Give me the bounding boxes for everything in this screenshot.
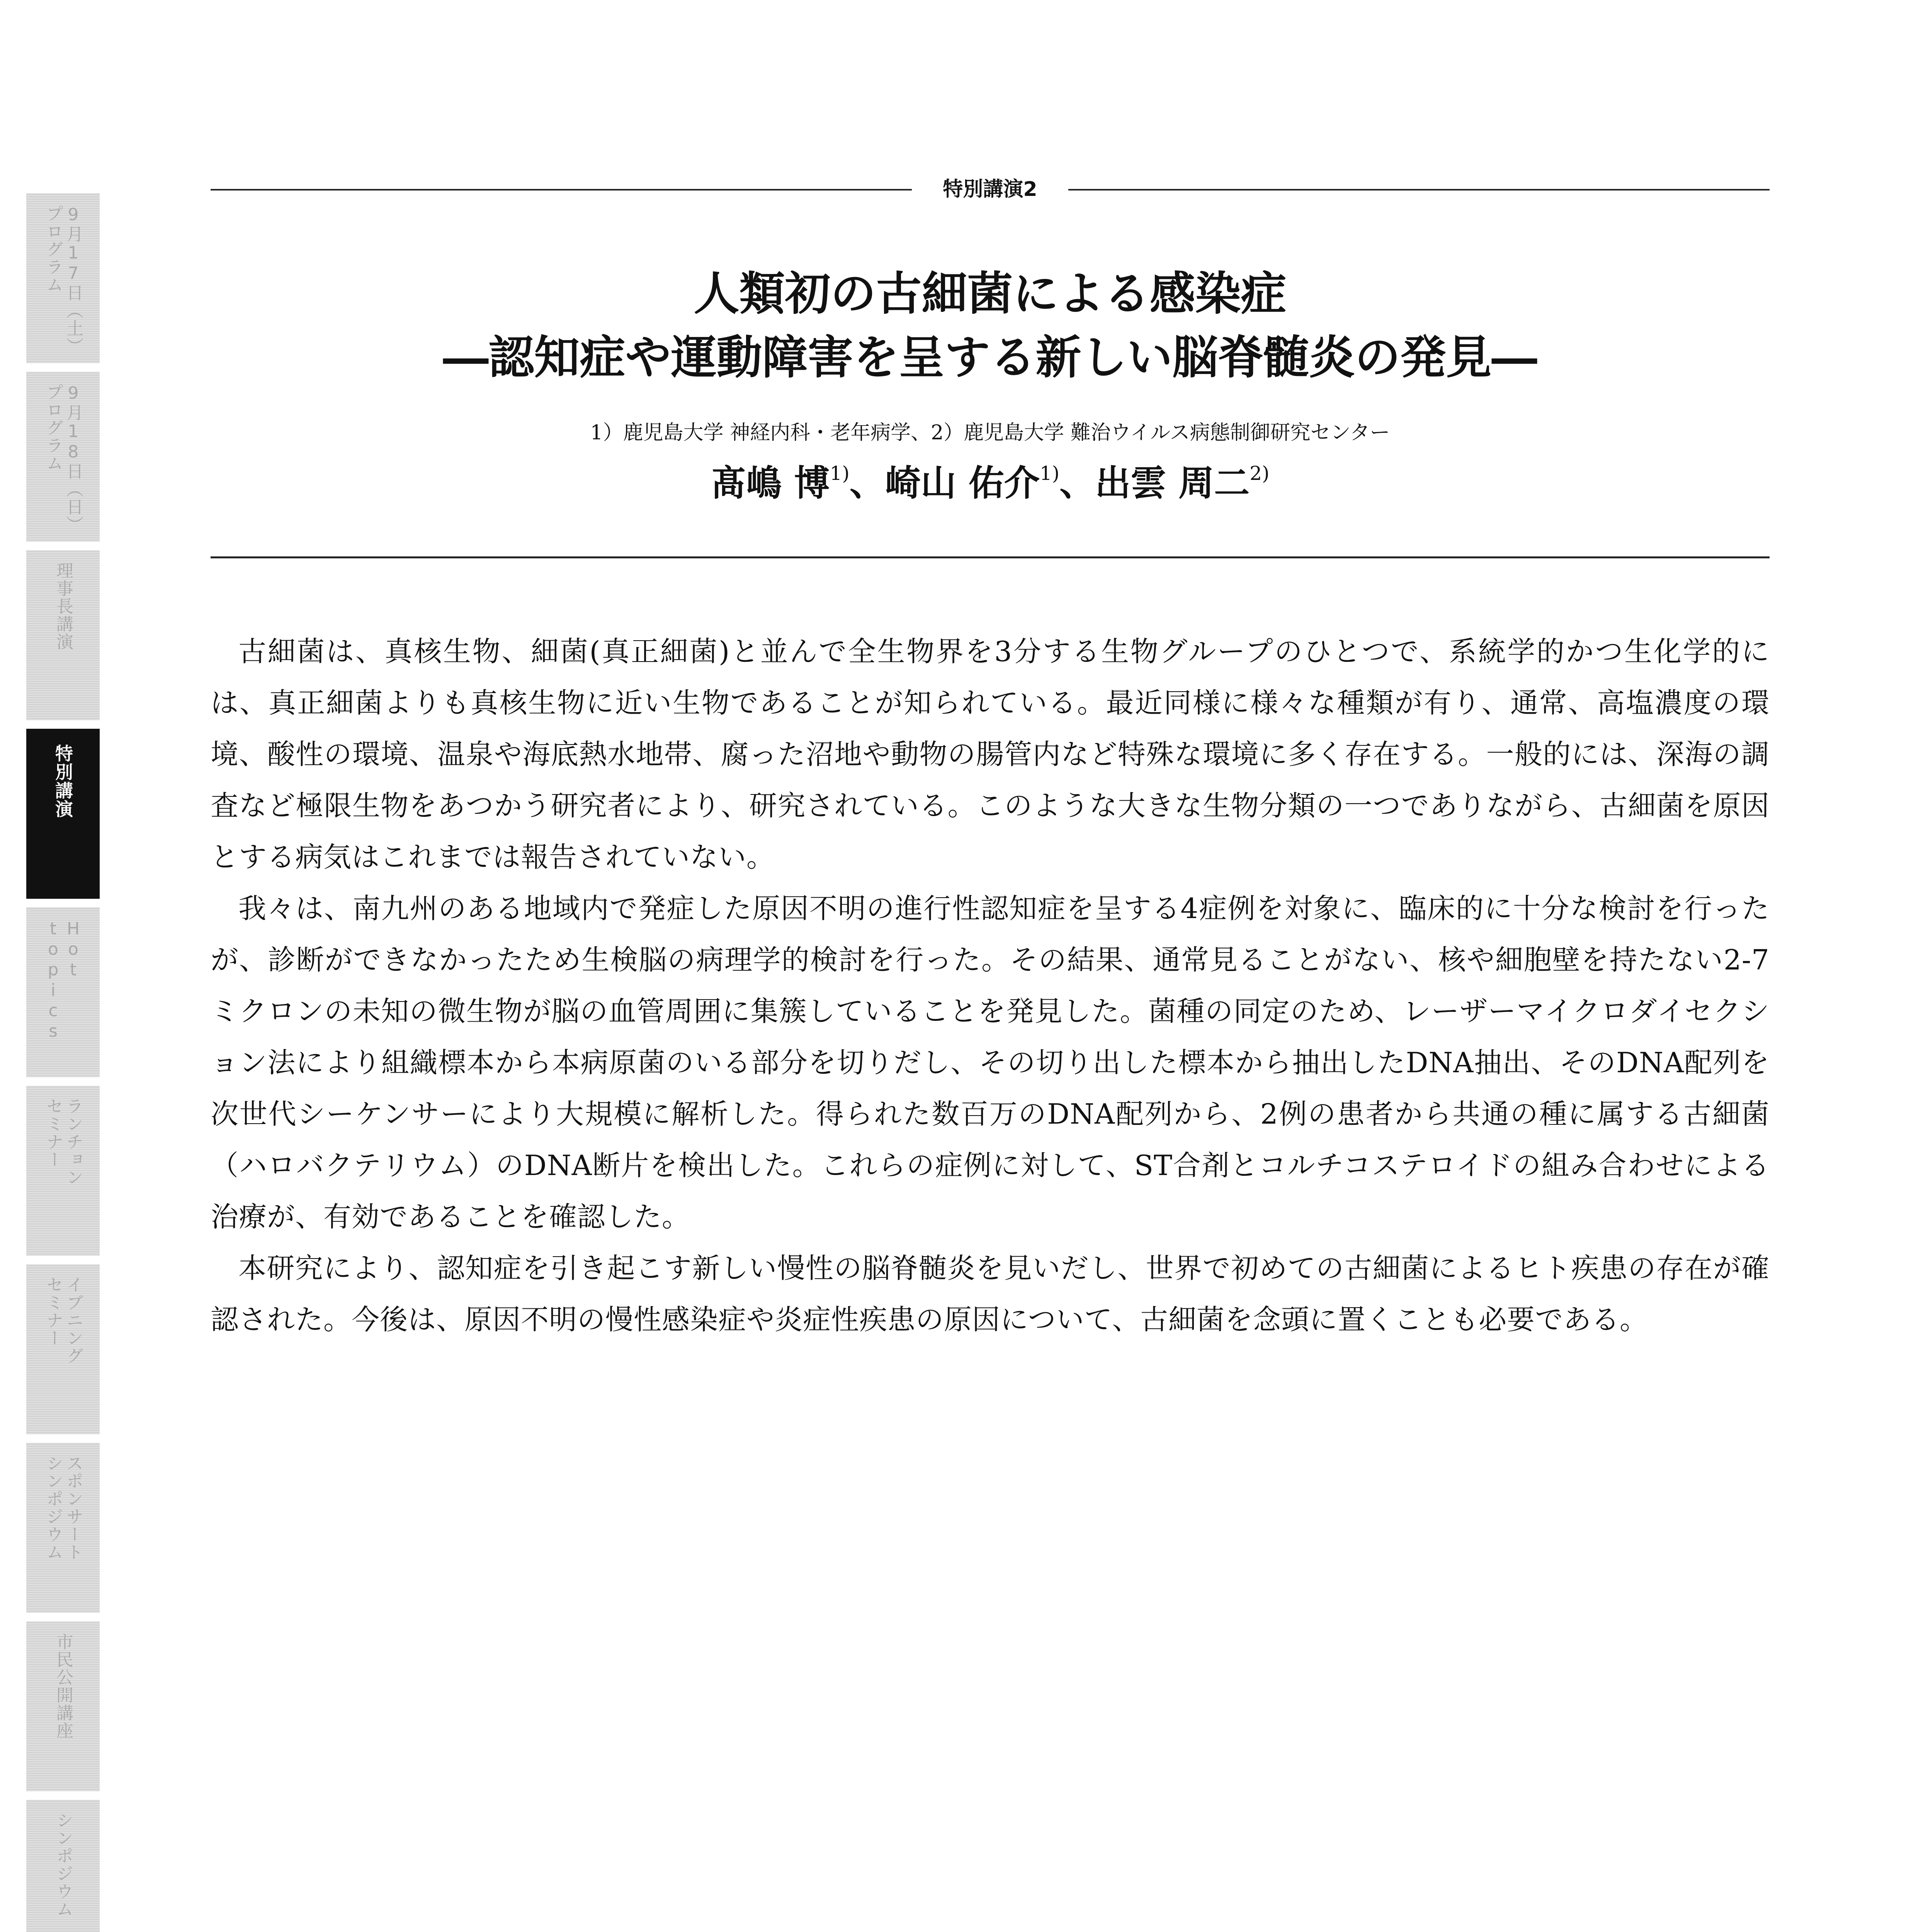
section-label: 特別講演2 xyxy=(943,178,1037,201)
author-separator: 、 xyxy=(849,462,885,504)
side-tab xyxy=(26,1443,100,1613)
side-tab-label: 特別講演 xyxy=(53,744,73,818)
abstract-body xyxy=(211,626,1770,1345)
author-name: 髙嶋 博 xyxy=(711,462,830,504)
side-tab-label: 9月18日（日） プログラム xyxy=(43,383,83,534)
author-name: 崎山 佑介 xyxy=(885,462,1040,504)
author-separator: 、 xyxy=(1059,462,1095,504)
side-tab-label: イブニング セミナー xyxy=(43,1276,83,1365)
side-tab xyxy=(26,729,100,899)
side-tab-label: 9月17日（土） プログラム xyxy=(43,205,83,355)
side-tab-label: シンポジウム xyxy=(53,1811,73,1918)
title-divider xyxy=(211,556,1770,558)
side-tab xyxy=(26,1086,100,1256)
author-affiliation-mark: 1) xyxy=(830,462,850,485)
side-tab-label: スポンサート シンポジウム xyxy=(43,1454,83,1561)
side-tab xyxy=(26,1264,100,1434)
affiliations: 1）鹿児島大学 神経内科・老年病学、2）鹿児島大学 難治ウイルス病態制御研究センター xyxy=(590,421,1390,444)
side-tab-label: 市民公開講座 xyxy=(53,1633,73,1740)
side-tab xyxy=(26,550,100,720)
title-line-2: ―認知症や運動障害を呈する新しい脳脊髄炎の発見― xyxy=(443,330,1537,384)
paragraph: 我々は、南九州のある地域内で発症した原因不明の進行性認知症を呈する4症例を対象に、臨床的に十分な検討を行ったが、診断ができなかったため生検脳の病理学的検討を行った。その結果、通常見ることがない、核や細胞壁を持たない2-7ミクロンの未知の微生物が脳の血管周囲に集簇していることを発見した。菌種の同定のため、レーザーマイクロダイセクション法により組織標本から本病原菌のいる部分を切りだし、その切り出した標本から抽出したDNA抽出、そのDNA配列を次世代シーケンサーにより大規模に解析した。得られた数百万のDNA配列から、2例の患者から共通の種に属する古細菌（ハロバクテリウム）のDNA断片を検出した。これらの症例に対して、ST合剤とコルチコステロイドの組み合わせによる治療が、有効であることを確認した。 xyxy=(211,892,1770,1233)
authors xyxy=(211,460,1770,506)
author-affiliation-mark: 2) xyxy=(1250,462,1270,485)
side-index-tabs xyxy=(26,193,100,1932)
paragraph: 古細菌は、真核生物、細菌(真正細菌)と並んで全生物界を3分する生物グループのひとつで、系統学的かつ生化学的には、真正細菌よりも真核生物に近い生物であることが知られている。最近同様に様々な種類が有り、通常、高塩濃度の環境、酸性の環境、温泉や海底熱水地帯、腐った沼地や動物の腸管内など特殊な環境に多く存在する。一般的には、深海の調査など極限生物をあつかう研究者により、研究されている。このような大きな生物分類の一つでありながら、古細菌を原因とする病気はこれまでは報告されていない。 xyxy=(211,635,1770,873)
side-tab-label: ランチョン セミナー xyxy=(43,1097,83,1186)
side-tab xyxy=(26,907,100,1077)
side-tab xyxy=(26,372,100,542)
header-rule-right xyxy=(1068,189,1770,190)
author-affiliation-mark: 1) xyxy=(1039,462,1060,485)
title-line-1: 人類初の古細菌による感染症 xyxy=(694,267,1287,320)
section-header xyxy=(211,178,1770,201)
side-tab xyxy=(26,1800,100,1932)
side-tab-label: 理事長講演 xyxy=(53,562,73,651)
paragraph: 本研究により、認知症を引き起こす新しい慢性の脳脊髄炎を見いだし、世界で初めての古細菌によるヒト疾患の存在が確認された。今後は、原因不明の慢性感染症や炎症性疾患の原因について、古細菌を念頭に置くことも必要である。 xyxy=(211,1252,1770,1336)
author-name: 出雲 周二 xyxy=(1095,462,1250,504)
side-tab-label: Hot topics xyxy=(43,919,83,1042)
side-tab xyxy=(26,193,100,363)
side-tab xyxy=(26,1621,100,1791)
